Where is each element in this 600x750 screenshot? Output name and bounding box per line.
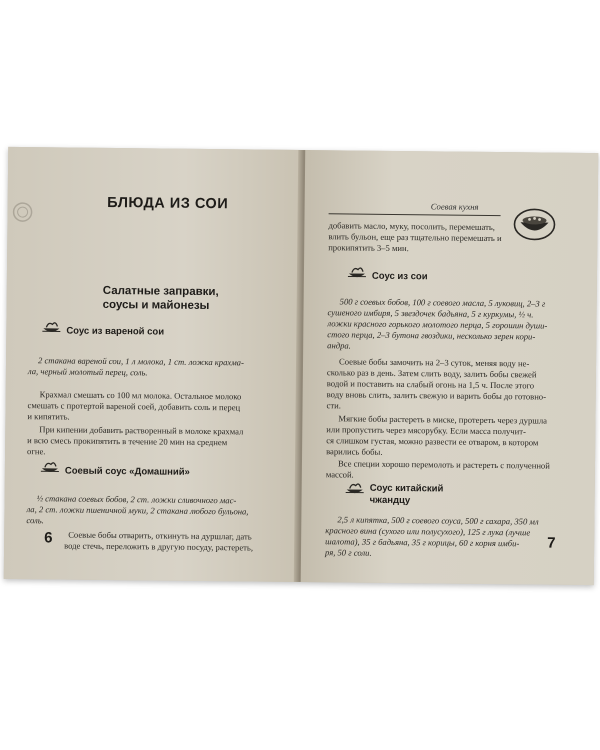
section-title-line2: соусы и майонезы <box>102 298 210 313</box>
method-line: варились бобы. <box>326 446 383 457</box>
ingredients-line: 2,5 л кипятка, 500 г соевого соуса, 500 г сахара, 350 мл <box>337 514 539 527</box>
recipe-title-chinese-sauce-line2: чжандцу <box>369 494 411 507</box>
method-line: и всю смесь прокипятить в течение 20 мин на среднем <box>27 435 228 448</box>
pot-icon <box>40 319 62 335</box>
ingredients-line: 500 г соевых бобов, 100 г соевого масла, 5 луковиц, 2–3 г <box>339 296 546 309</box>
book-spread <box>4 147 598 585</box>
method-line: сти. <box>326 400 341 411</box>
ingredients-line: ря, 50 г соли. <box>324 547 372 558</box>
pot-icon <box>346 264 368 280</box>
left-page <box>4 147 304 582</box>
method-line: смешать с протертой вареной соей, добавить соль и перец <box>27 400 241 413</box>
method-line: сколько раз в день. Затем слить воду, залить бобы свежей <box>326 367 537 380</box>
pot-icon <box>39 459 61 475</box>
ingredients-line: ложки красного горького молотого перца, 5 горошин души- <box>327 318 548 331</box>
method-line: Мягкие бобы растереть в миске, протереть через дуршла <box>338 413 548 426</box>
method-line: добавить масло, муку, посолить, перемешать, <box>328 220 496 233</box>
recipe-title-soy-sauce: Соус из сои <box>371 270 428 283</box>
page-number-left: 6 <box>44 529 53 547</box>
page-number-right: 7 <box>547 534 556 552</box>
ingredients-line: красного вина (сухого или полусухого), 125 г лука (лучше <box>325 525 531 538</box>
ingredients-line: ла, черный молотый перец, соль. <box>27 366 148 378</box>
section-title-line1: Салатные заправки, <box>102 284 219 299</box>
method-line: влить бульон, еще раз тщательно перемешать и <box>328 231 502 244</box>
ingredients-line: соль. <box>26 515 44 526</box>
right-page <box>301 150 599 585</box>
ingredients-line: 2 стакана вареной сои, 1 л молока, 1 ст. ложка крахма- <box>37 355 244 368</box>
soup-bowl-emblem-icon <box>512 206 556 242</box>
method-line: Соевые бобы отварить, откинуть на дуршлаг, дать <box>68 529 252 542</box>
method-line: Крахмал смешать со 100 мл молока. Остальное молоко <box>39 389 242 402</box>
ingredients-line: шалота), 35 г бадьяна, 35 г корицы, 60 г корня имби- <box>325 536 520 549</box>
ingredients-line: сушеного имбиря, 5 звездочек бадьяна, 5 г куркумы, ½ ч. <box>327 307 534 320</box>
method-line: прокипятить 3–5 мин. <box>328 242 409 254</box>
ingredients-line: ла, 2 ст. ложки пшеничной муки, 2 стакана любого бульона, <box>26 504 249 517</box>
ingredients-line: ½ стакана соевых бобов, 2 ст. ложки сливочного мас- <box>36 493 237 506</box>
faded-emblem-icon <box>11 201 33 223</box>
running-head-rule <box>329 213 501 216</box>
method-line: воду вновь слить, залить свежую и варить бобы до готовно- <box>326 389 547 402</box>
method-line: массой. <box>325 469 354 480</box>
method-line: ся слишком густая, можно развести ее отваром, в котором <box>326 435 539 448</box>
ingredients-line: андра. <box>327 340 351 351</box>
method-line: Соевые бобы замочить на 2–3 суток, меняя воду не- <box>338 356 530 369</box>
method-line: огне. <box>27 446 46 457</box>
pot-icon <box>344 480 366 496</box>
ingredients-line: стого перца, 2–3 бутона гвоздики, несколько зерен кори- <box>327 329 536 342</box>
method-line: При кипении добавить растворенный в молоке крахмал <box>39 424 244 437</box>
running-head: Соевая кухня <box>430 201 479 212</box>
recipe-title-chinese-sauce: Соус китайский <box>369 482 444 495</box>
method-line: воде стечь, переложить в другую посуду, растереть, <box>64 540 254 553</box>
method-line: или пропустить через мясорубку. Если масса получит- <box>326 424 526 437</box>
method-line: Все специи хорошо перемолоть и растереть с полученной <box>337 458 550 471</box>
recipe-title-homemade-soy-sauce: Соевый соус «Домашний» <box>64 465 190 478</box>
method-line: и кипятить. <box>27 411 70 422</box>
recipe-title-boiled-soy-sauce: Соус из вареной сои <box>66 325 165 338</box>
chapter-title: БЛЮДА ИЗ СОИ <box>107 194 229 213</box>
method-line: водой и поставить на слабый огонь на 1,5 ч. После этого <box>326 378 535 391</box>
